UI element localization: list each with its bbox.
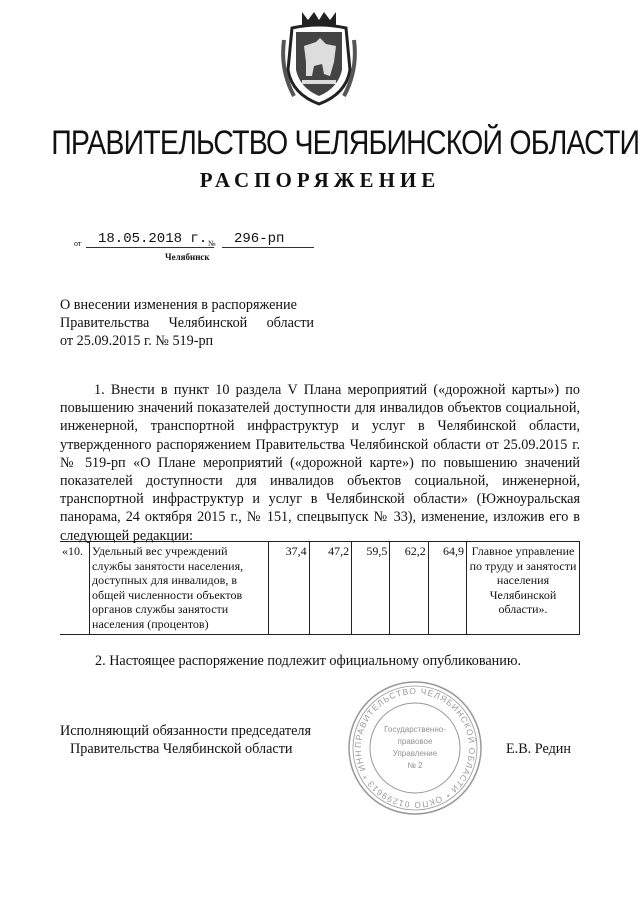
- government-title: ПРАВИТЕЛЬСТВО ЧЕЛЯБИНСКОЙ ОБЛАСТИ: [51, 124, 640, 162]
- value-cell: 62,2: [390, 542, 428, 635]
- row-number-cell: «10.: [60, 542, 90, 635]
- indicator-cell: Удельный вес учреждений службы занятости населения, доступных для инвалидов, в общей численности объектов органов службы занятости населения (процентов): [90, 542, 269, 635]
- signer-name: Е.В. Редин: [506, 741, 571, 757]
- subject-line: от 25.09.2015 г. № 519-рп: [60, 333, 214, 349]
- date-prefix-label: от: [74, 239, 82, 248]
- document-type: РАСПОРЯЖЕНИЕ: [199, 168, 441, 192]
- subject-line: Правительства Челябинской области: [60, 315, 314, 331]
- svg-text:правовое: правовое: [397, 737, 433, 746]
- svg-text:ПРАВИТЕЛЬСТВО ЧЕЛЯБИНСКОЙ ОБЛА: ПРАВИТЕЛЬСТВО ЧЕЛЯБИНСКОЙ ОБЛАСТИ * ОКПО 01299613 * ИНН: [352, 685, 478, 811]
- subject-line: О внесении изменения в распоряжение: [60, 297, 297, 313]
- document-body: [60, 381, 580, 545]
- document-number: 296-рп: [222, 231, 314, 248]
- city-label: Челябинск: [165, 252, 210, 262]
- body-item-1: 1. Внести в пункт 10 раздела V Плана мероприятий («дорожной карты») по повышению значений показателей доступности для инвалидов объектов социальной, инженерной, транспортной инфраструктур и услуг в Челябинской области, утвержденного распоряжением Правительства Челябинской области от 25.09.2015 г. № 519-рп «О Плане мероприятий («дорожной карте») по повышению значений показателей доступности для инвалидов объектов социальной, инженерной, транспортной инфраструктур и услуг в Челябинской области» (Южноуральская панорама, 24 октября 2015 г., № 151, спецвыпуск № 33), изменение, изложив его в следующей редакции:: [60, 382, 580, 544]
- document-date: 18.05.2018 г.: [86, 231, 214, 248]
- value-cell: 59,5: [352, 542, 390, 635]
- svg-text:№ 2: № 2: [407, 761, 423, 770]
- coat-of-arms-emblem: [280, 10, 358, 108]
- value-cell: 47,2: [309, 542, 351, 635]
- plan-table: [60, 541, 580, 635]
- svg-text:Государственно-: Государственно-: [384, 725, 446, 734]
- number-prefix-label: №: [208, 239, 216, 248]
- table-row: [60, 542, 580, 635]
- signer-position-line: Правительства Челябинской области: [70, 741, 293, 757]
- responsible-cell: Главное управление по труду и занятости населения Челябинской области».: [467, 542, 580, 635]
- official-stamp: [345, 678, 485, 818]
- body-item-2: 2. Настоящее распоряжение подлежит официальному опубликованию.: [95, 653, 522, 669]
- value-cell: 37,4: [269, 542, 309, 635]
- svg-text:Управление: Управление: [392, 749, 438, 758]
- value-cell: 64,9: [428, 542, 466, 635]
- document-subject: [60, 296, 360, 350]
- signer-position-line: Исполняющий обязанности председателя: [60, 723, 311, 739]
